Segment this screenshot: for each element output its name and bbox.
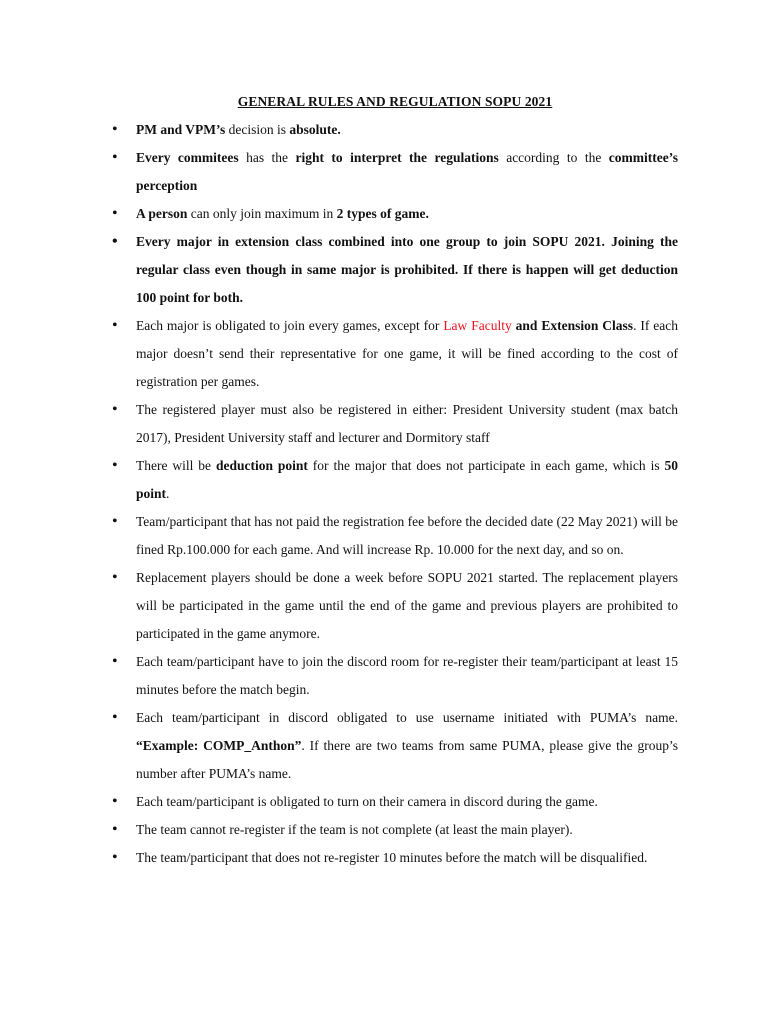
- rule-item-9: [110, 564, 678, 648]
- rule-text: . If each major doesn’t send their representative for one game, it will be fined according to the cost of registration per games.: [136, 318, 679, 389]
- rule-text: Every major in extension class combined into one group to join SOPU 2021. Joining the regular class even though in same major is prohibited. If there is happen will get deduction 100 point for both.: [136, 234, 678, 305]
- rule-item-3: [110, 200, 678, 228]
- rule-text: Each team/participant have to join the discord room for re-register their team/participant at least 15 minutes before the match begin.: [136, 654, 678, 697]
- rule-text: “Example: COMP_Anthon”: [136, 738, 302, 753]
- rule-item-12: [110, 788, 678, 816]
- rule-text: deduction point: [215, 458, 308, 473]
- rule-item-14: [110, 844, 678, 872]
- rule-text: and Extension Class: [511, 318, 634, 333]
- rule-text: The team cannot re-register if the team is not complete (at least the main player).: [136, 822, 573, 837]
- rule-text: absolute.: [289, 122, 341, 137]
- rule-text: .: [166, 486, 170, 501]
- rule-text: The registered player must also be registered in either: President University student (max batch 2017), President University staff and lecturer and Dormitory staff: [136, 402, 678, 445]
- rule-text: Team/participant that has not paid the registration fee before the decided date (22 May 2021) will be fined Rp.100.000 for each game. And will increase Rp. 10.000 for the next day, and so on.: [136, 514, 678, 557]
- rule-text: for the major that does not participate in each game, which is: [307, 458, 665, 473]
- rules-list: [110, 116, 678, 872]
- rule-item-1: [110, 116, 678, 144]
- rule-item-7: [110, 452, 678, 508]
- rule-text: A person: [136, 206, 188, 221]
- rule-text: right to interpret the regulations: [295, 150, 499, 165]
- rule-text: can only join maximum in: [187, 206, 337, 221]
- rule-text: according to the: [498, 150, 609, 165]
- rule-item-11: [110, 704, 678, 788]
- rule-text: Each team/participant is obligated to turn on their camera in discord during the game.: [136, 794, 598, 809]
- rule-item-5: [110, 312, 678, 396]
- rule-text: Every commitees: [136, 150, 239, 165]
- rule-text: Each team/participant in discord obligated to use username initiated with PUMA’s name.: [136, 710, 678, 725]
- rule-text: Each major is obligated to join every games, except for: [136, 318, 444, 333]
- rule-text: Replacement players should be done a week before SOPU 2021 started. The replacement players will be participated in the game until the end of the game and previous players are prohibited to participated in the game anymore.: [136, 570, 678, 641]
- rule-text: committee’s perception: [136, 150, 678, 193]
- rule-text: has the: [238, 150, 296, 165]
- rule-text: 50 point: [136, 458, 678, 501]
- rule-highlight-text: Law Faculty: [443, 318, 512, 333]
- rule-text: decision is: [225, 122, 290, 137]
- rule-text: There will be: [136, 458, 216, 473]
- rule-text: PM and VPM’s: [136, 122, 226, 137]
- rule-item-4: [110, 228, 678, 312]
- rule-item-13: [110, 816, 678, 844]
- rule-item-8: [110, 508, 678, 564]
- rule-item-6: [110, 396, 678, 452]
- rule-item-2: [110, 144, 678, 200]
- rule-text: The team/participant that does not re-register 10 minutes before the match will be disqualified.: [136, 850, 648, 865]
- rule-item-10: [110, 648, 678, 704]
- document-title: GENERAL RULES AND REGULATION SOPU 2021: [237, 94, 553, 109]
- rule-text: 2 types of game.: [336, 206, 429, 221]
- rule-text: . If there are two teams from same PUMA, please give the group’s number after PUMA’s name.: [136, 738, 678, 781]
